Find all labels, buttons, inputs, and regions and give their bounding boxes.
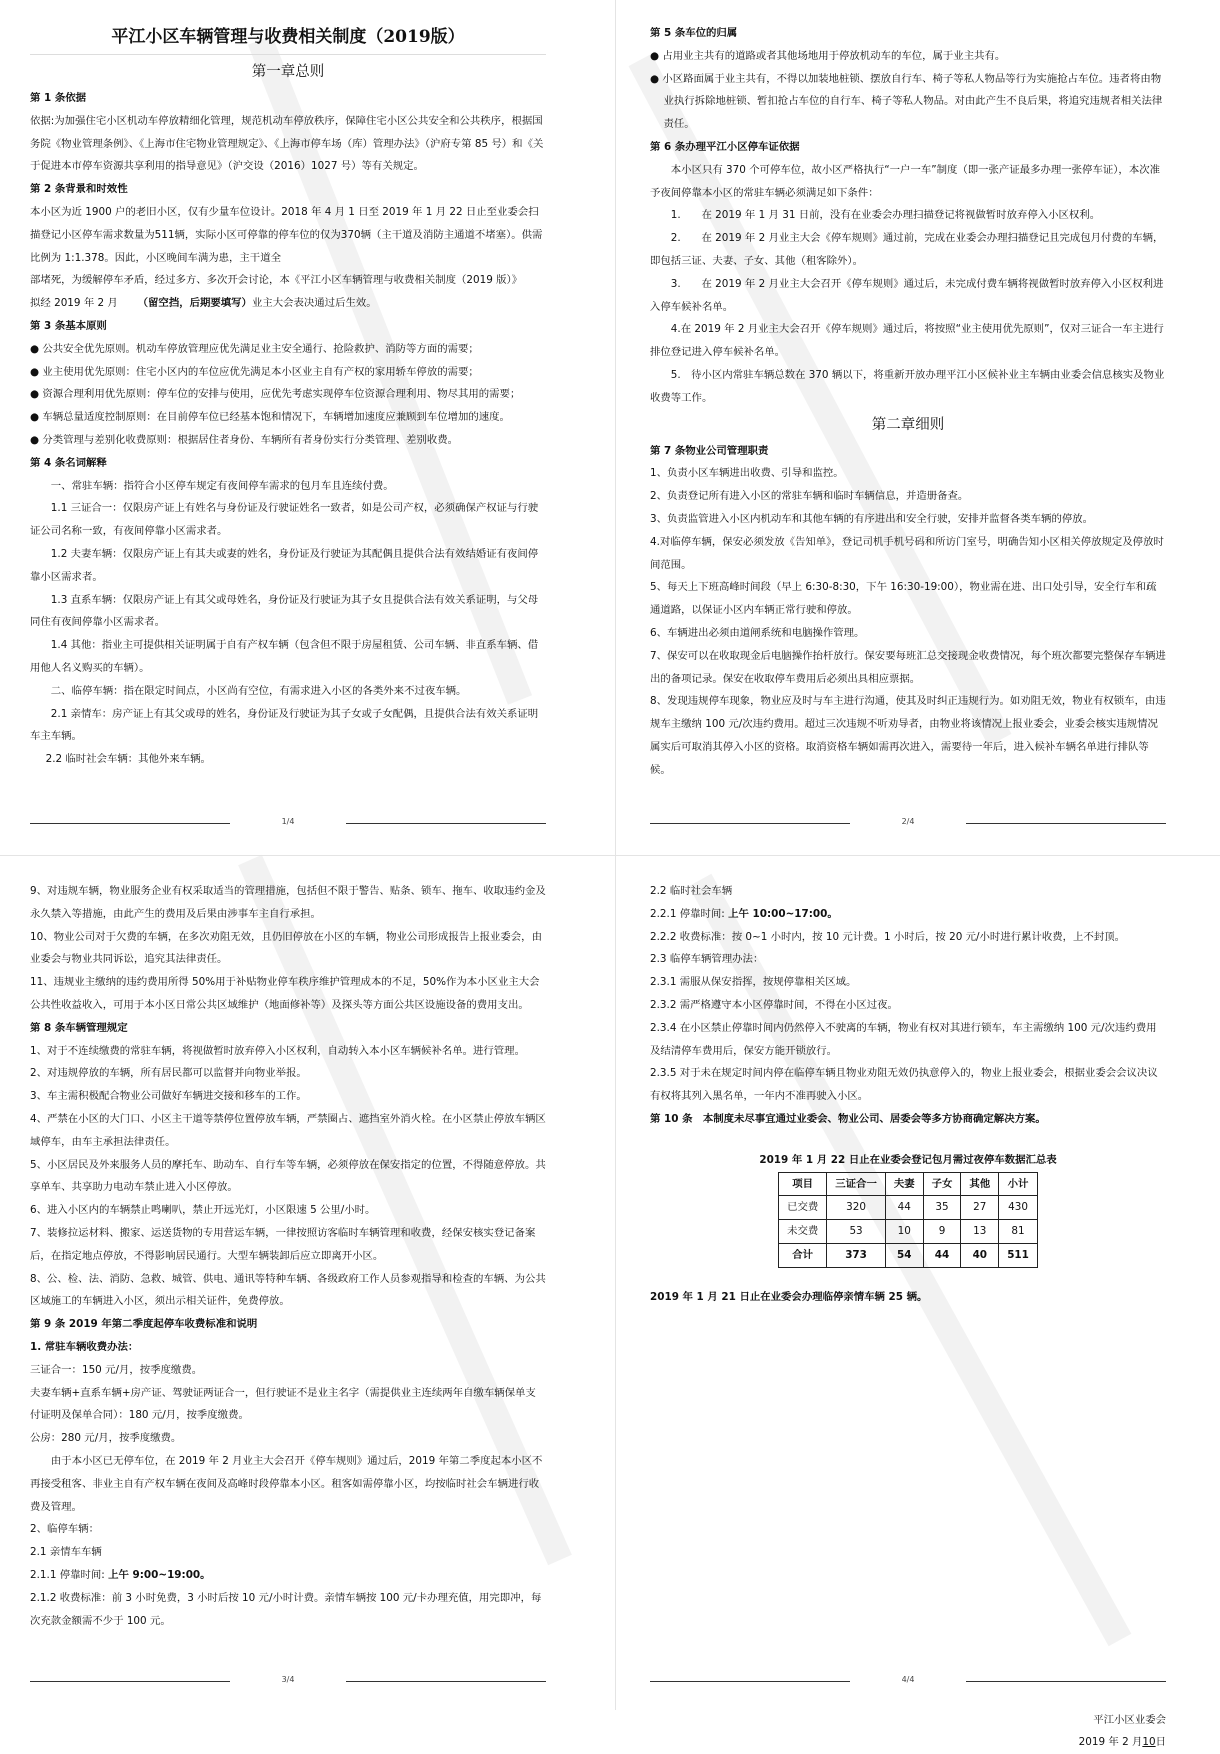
table-row: [779, 1196, 1038, 1220]
article-7-heading: 第 7 条物业公司管理职责: [650, 444, 769, 457]
table-cell: 81: [999, 1220, 1038, 1244]
fee-item: 2.3.4 在小区禁止停靠时间内仍然停入不驶离的车辆，物业有权对其进行锁车，车主需缴纳 100 元/次违约费用及结清停车费用后，保安方能开锁放行。: [650, 1021, 1157, 1057]
principle-item: ● 车辆总量适度控制原则：在目前停车位已经基本饱和情况下，车辆增加速度应兼顾到车位增加的速度。: [30, 406, 546, 429]
condition-item: 3. 在 2019 年 2 月业主大会召开《停车规则》通过后，未完成付费车辆将视做暂时放弃停入小区权利进入停车候补名单。: [650, 277, 1164, 313]
table-cell: 子女: [923, 1172, 961, 1196]
table-cell: 合计: [779, 1243, 827, 1267]
fee-item: [650, 903, 1166, 926]
rule-item: 2、对违规停放的车辆，所有居民都可以监督并向物业举报。: [30, 1067, 307, 1080]
blank-note: （留空挡，后期要填写）: [137, 297, 252, 310]
table-header-row: [779, 1172, 1038, 1196]
fee-item: 夫妻车辆+直系车辆+房产证、驾驶证两证合一，但行驶证不是业主名字（需提供业主连续两年自缴车辆保单支付证明及保单合同）：180 元/月，按季度缴费。: [30, 1386, 536, 1422]
article-8-heading: 第 8 条车辆管理规定: [30, 1021, 128, 1034]
document-page-3: [10, 862, 560, 1702]
rule-item: 5、小区居民及外来服务人员的摩托车、助动车、自行车等车辆，必须停放在保安指定的位置，不得随意停放。共享单车、共享助力电动车禁止进入小区停放。: [30, 1158, 546, 1194]
table-cell: 10: [885, 1220, 923, 1244]
fee-item-label: 2.1.1 停靠时间:: [30, 1568, 105, 1581]
principle-item: ● 业主使用优先原则：住宅小区内的车位应优先满足本小区业主自有产权的家用轿车停放的需要；: [30, 361, 546, 384]
signature-date: [650, 1731, 1166, 1754]
document-title: 平江小区车辆管理与收费相关制度（2019版）: [111, 27, 465, 47]
summary-note: 2019 年 1 月 21 日止在业委会办理临停亲情车辆 25 辆。: [650, 1290, 928, 1303]
ownership-item: ● 占用业主共有的道路或者其他场地用于停放机动车的车位，属于业主共有。: [650, 45, 1166, 68]
fee-item-value: 上午 10:00~17:00。: [728, 907, 838, 920]
article-2-text-3: [30, 292, 546, 315]
signature-date-month: 2019 年 2 月: [1078, 1736, 1143, 1749]
approval-date: 拟经 2019 年 2 月: [30, 297, 118, 310]
definition-item: 二、临停车辆：指在限定时间点，小区尚有空位，有需求进入小区的各类外来不过夜车辆。: [50, 684, 467, 697]
fee-item: 2.3.5 对于未在规定时间内停在临停车辆且物业劝阻无效仍执意停入的，物业上报业委会，根据业委会会议决议有权将其列入黑名单，一年内不准再驶入小区。: [650, 1067, 1158, 1103]
article-2-text-1: 本小区为近 1900 户的老旧小区，仅有少量车位设计。2018 年 4 月 1 日至 2019 年 1 月 22 日止至业委会扫描登记小区停车需求数量为511辆，实际小区可停靠的停车位的仅为370辆（主干道及消防主通道不堵塞）。供需比例为 1:1.378。因此，小区晚间车满为患，主干道全: [30, 205, 543, 264]
rule-item: 6、进入小区内的车辆禁止鸣喇叭，禁止开远光灯，小区限速 5 公里/小时。: [30, 1204, 376, 1217]
rule-item: 4、严禁在小区的大门口、小区主干道等禁停位置停放车辆，严禁圈占、遮挡室外消火栓。在小区禁止停放车辆区域停车，由车主承担法律责任。: [30, 1112, 546, 1148]
table-cell: 40: [961, 1243, 999, 1267]
table-cell: 27: [961, 1196, 999, 1220]
table-cell: 已交费: [779, 1196, 827, 1220]
definition-item: 2.2 临时社会车辆：其他外来车辆。: [45, 753, 211, 766]
chapter-1-heading: 第一章总则: [251, 64, 325, 80]
duty-item: 10、物业公司对于欠费的车辆，在多次劝阻无效，且仍旧停放在小区的车辆，物业公司形成报告上报业委会，由业委会与物业共同诉讼，追究其法律责任。: [30, 930, 542, 966]
article-5-heading: 第 5 条车位的归属: [650, 27, 738, 39]
principle-item: ● 公共安全优先原则。机动车停放管理应优先满足业主安全通行、抢险救护、消防等方面的需要；: [30, 338, 546, 361]
table-cell: 夫妻: [885, 1172, 923, 1196]
rule-item: 7、装修拉运材料、搬家、运送货物的专用营运车辆，一律按照访客临时车辆管理和收费，经保安核实登记备案后，在指定地点停放，不得影响居民通行。大型车辆装卸后应立即离开小区。: [30, 1226, 536, 1262]
article-9-heading: 第 9 条 2019 年第二季度起停车收费标准和说明: [30, 1318, 258, 1331]
table-cell: 35: [923, 1196, 961, 1220]
duty-item: 2、负责登记所有进入小区的常驻车辆和临时车辆信息，并造册备查。: [650, 490, 969, 503]
document-page-2: [630, 4, 1180, 844]
chapter-2-heading: 第二章细则: [871, 416, 945, 433]
ownership-item: ● 小区路面属于业主共有，不得以加装地桩锁、摆放自行车、椅子等私人物品等行为实施抢占车位。违者将由物业执行拆除地桩锁、暂扣抢占车位的自行车、椅子等私人物品。对由此产生不良后果，将追究违规者相关法律责任。: [650, 68, 1166, 136]
condition-item: 4.在 2019 年 2 月业主大会召开《停车规则》通过后，将按照“业主使用优先原则”，仅对三证合一车主进行排位登记进入停车候补名单。: [650, 323, 1164, 359]
duty-item: 3、负责监管进入小区内机动车和其他车辆的有序进出和安全行驶，安排并监督各类车辆的停放。: [650, 512, 1094, 525]
table-cell: 44: [923, 1243, 961, 1267]
condition-item: 5. 待小区内常驻车辆总数在 370 辆以下，将重新开放办理平江小区候补业主车辆由业委会信息核实及物业收费等工作。: [650, 368, 1165, 404]
fee-item: 2.2.2 收费标准：按 0~1 小时内，按 10 元计费。1 小时后，按 20 元/小时进行累计收费，上不封顶。: [650, 930, 1126, 943]
fee-item: 三证合一：150 元/月，按季度缴费。: [30, 1363, 203, 1376]
signature-date-day: 10: [1142, 1736, 1156, 1749]
principle-item: ● 资源合理利用优先原则：停车位的安排与使用，应优先考虑实现停车位资源合理利用、物尽其用的需要；: [30, 383, 546, 406]
article-1-text: 依据:为加强住宅小区机动车停放精细化管理，规范机动车停放秩序，保障住宅小区公共安全和公共秩序，根据国务院《物业管理条例》、《上海市住宅物业管理规定》、《上海市停车场（库）管理办法》（沪府专第 85 号）和《关于促进本市停车资源共享利用的指导意见》（沪交设（2016）1027 号）等有关规定。: [30, 114, 544, 173]
table-cell: 项目: [779, 1172, 827, 1196]
table-cell: 54: [885, 1243, 923, 1267]
duty-item: 7、保安可以在收取现金后电脑操作抬杆放行。保安要每班汇总交接现金收费情况，每个班次都要完整保存车辆进出的备项记录。保安在收取停车费用后必须出具相应票据。: [650, 649, 1166, 685]
signature-org: 平江小区业委会: [1093, 1713, 1166, 1726]
page-footer: [30, 1675, 546, 1688]
principle-item: ● 分类管理与差别化收费原则：根据居住者身份、车辆所有者身份实行分类管理、差别收费。: [30, 429, 546, 452]
table-cell: 未交费: [779, 1220, 827, 1244]
summary-table: [778, 1172, 1038, 1268]
definition-item: 1.1 三证合一：仅限房产证上有姓名与身份证及行驶证姓名一致者，如是公司产权，必须确保产权证与行驶证公司名称一致，有夜间停靠小区需求者。: [30, 502, 539, 538]
table-cell: 其他: [961, 1172, 999, 1196]
fee-item: 2.1.2 收费标准：前 3 小时免费，3 小时后按 10 元/小时计费。亲情车辆按 100 元/卡办理充值，用完即冲，每次充款金额需不少于 100 元。: [30, 1591, 542, 1627]
fee-subsection: 2.1 亲情车车辆: [30, 1546, 102, 1559]
table-cell: 320: [827, 1196, 886, 1220]
definition-item: 1.3 直系车辆：仅限房产证上有其父或母姓名，身份证及行驶证为其子女且提供合法有效关系证明，与父母同住有夜间停靠小区需求者。: [30, 593, 539, 629]
duty-item: 4.对临停车辆，保安必须发放《告知单》，登记司机手机号码和所访门室号，明确告知小区相关停放规定及停放时间范围。: [650, 535, 1164, 571]
table-cell: 44: [885, 1196, 923, 1220]
page-number: 3/4: [281, 1675, 295, 1684]
table-cell: 9: [923, 1220, 961, 1244]
article-2-text-2: 部堵死，为缓解停车矛盾，经过多方、多次开会讨论，本《平江小区车辆管理与收费相关制度（2019 版）》: [30, 274, 523, 287]
document-page-4: [630, 862, 1180, 1749]
document-page-1: [10, 4, 560, 844]
article-4-heading: 第 4 条名词解释: [30, 456, 107, 469]
fee-item: [30, 1564, 546, 1587]
table-cell: 三证合一: [827, 1172, 886, 1196]
fee-item: 2.3 临停车辆管理办法：: [650, 953, 764, 966]
table-caption: 2019 年 1 月 22 日止在业委会登记包月需过夜停车数据汇总表: [759, 1153, 1057, 1166]
fee-item-label: 2.2.1 停靠时间:: [650, 907, 725, 920]
condition-item: 2. 在 2019 年 2 月业主大会《停车规则》通过前，完成在业委会办理扫描登记且完成包月付费的车辆，即包括三证、夫妻、子女、其他（租客除外）。: [650, 232, 1164, 267]
article-1-heading: 第 1 条依据: [30, 92, 87, 104]
fee-item-value: 上午 9:00~19:00。: [108, 1568, 211, 1581]
page-footer: [30, 817, 546, 830]
page-divider-horizontal: [0, 855, 1220, 856]
table-row: [779, 1243, 1038, 1267]
duty-item: 11、违规业主缴纳的违约费用所得 50%用于补贴物业停车秩序维护管理成本的不足，50%作为本小区业主大会公共性收益收入，可用于本小区日常公共区域维护（地面修补等）及探头等方面公共区设施设备的费用支出。: [30, 976, 540, 1011]
fee-subsection: 2.2 临时社会车辆: [650, 885, 733, 897]
duty-item: 8、发现违规停车现象，物业应及时与车主进行沟通，使其及时纠正违规行为。如劝阻无效，物业有权锁车，由违规车主缴纳 100 元/次违约费用。超过三次违规不听劝导者，由物业将该情况上报业委会，业委会核实违规情况属实后可取消其停入小区的资格。取消资格车辆如需再次进入，需要待一年后，进入候补车辆名单进行排队等候。: [650, 695, 1166, 776]
condition-item: 1. 在 2019 年 1 月 31 日前，没有在业委会办理扫描登记将视做暂时放弃停入小区权利。: [670, 209, 1101, 222]
definition-item: 一、常驻车辆：指符合小区停车规定有夜间停车需求的包月车且连续付费。: [50, 479, 394, 492]
fee-item: 2.3.2 需严格遵守本小区停靠时间，不得在小区过夜。: [650, 998, 898, 1011]
rule-item: 8、公、检、法、消防、急救、城管、供电、通讯等特种车辆、各级政府工作人员参观指导和检查的车辆、为公共区域施工的车辆进入小区，须出示相关证件，免费停放。: [30, 1272, 546, 1308]
fee-item: 由于本小区已无停车位，在 2019 年 2 月业主大会召开《停车规则》通过后，2019 年第二季度起本小区不再接受租客、非业主自有产权车辆在夜间及高峰时段停靠本小区。租客如需停靠小区，均按临时社会车辆进行收费及管理。: [30, 1454, 543, 1513]
duty-item: 1、负责小区车辆进出收费、引导和监控。: [650, 467, 844, 480]
fee-section-2: 2、临停车辆：: [30, 1523, 99, 1536]
table-cell: 小计: [999, 1172, 1038, 1196]
page-footer: [650, 817, 1166, 830]
rule-item: 3、车主需积极配合物业公司做好车辆进交接和移车的工作。: [30, 1090, 307, 1103]
table-cell: 373: [827, 1243, 886, 1267]
table-cell: 511: [999, 1243, 1038, 1267]
page-number: 1/4: [281, 817, 295, 826]
duty-item: 6、车辆进出必须由道闸系统和电脑操作管理。: [650, 626, 865, 639]
page-number: 4/4: [901, 1675, 915, 1684]
effective-note: 业主大会表决通过后生效。: [251, 297, 377, 310]
definition-item: 1.2 夫妻车辆：仅限房产证上有其夫或妻的姓名，身份证及行驶证为其配偶且提供合法有效结婚证有夜间停靠小区需求者。: [30, 547, 539, 583]
rule-item: 1、对于不连续缴费的常驻车辆，将视做暂时放弃停入小区权利，自动转入本小区车辆候补名单。进行管理。: [30, 1044, 525, 1057]
title-rule: [30, 54, 546, 55]
duty-item: 9、对违规车辆，物业服务企业有权采取适当的管理措施，包括但不限于警告、贴条、锁车、拖车、收取违约金及永久禁入等措施，由此产生的费用及后果由涉事车主自行承担。: [30, 885, 546, 920]
signature-date-suffix: 日: [1155, 1736, 1166, 1749]
table-cell: 53: [827, 1220, 886, 1244]
definition-item: 1.4 其他：指业主可提供相关证明属于自有产权车辆（包含但不限于房屋租赁、公司车辆、非直系车辆、借用他人名义购买的车辆）。: [30, 639, 539, 674]
fee-section-1: 1. 常驻车辆收费办法：: [30, 1340, 139, 1353]
article-2-heading: 第 2 条背景和时效性: [30, 183, 128, 196]
page-number: 2/4: [901, 817, 915, 826]
table-cell: 13: [961, 1220, 999, 1244]
table-row: [779, 1220, 1038, 1244]
definition-item: 2.1 亲情车：房产证上有其父或母的姓名，身份证及行驶证为其子女或子女配偶，且提供合法有效关系证明车主车辆。: [30, 707, 539, 743]
article-6-heading: 第 6 条办理平江小区停车证依据: [650, 140, 800, 153]
fee-item: 公房：280 元/月，按季度缴费。: [30, 1432, 182, 1445]
table-cell: 430: [999, 1196, 1038, 1220]
duty-item: 5、每天上下班高峰时间段（早上 6:30-8:30，下午 16:30-19:00），物业需在进、出口处引导，安全行车和疏通道路，以保证小区内车辆正常行驶和停放。: [650, 581, 1157, 617]
article-6-text: 本小区只有 370 个可停车位，故小区严格执行“一户一车”制度（即一张产证最多办理一张停车证），本次准予夜间停靠本小区的常驻车辆必须满足如下条件：: [650, 163, 1160, 199]
article-3-heading: 第 3 条基本原则: [30, 319, 107, 332]
page-footer: [650, 1675, 1166, 1688]
article-10: 第 10 条 本制度未尽事宜通过业委会、物业公司、居委会等多方协商确定解决方案。: [650, 1112, 1046, 1125]
fee-item: 2.3.1 需服从保安指挥，按规停靠相关区域。: [650, 976, 857, 989]
